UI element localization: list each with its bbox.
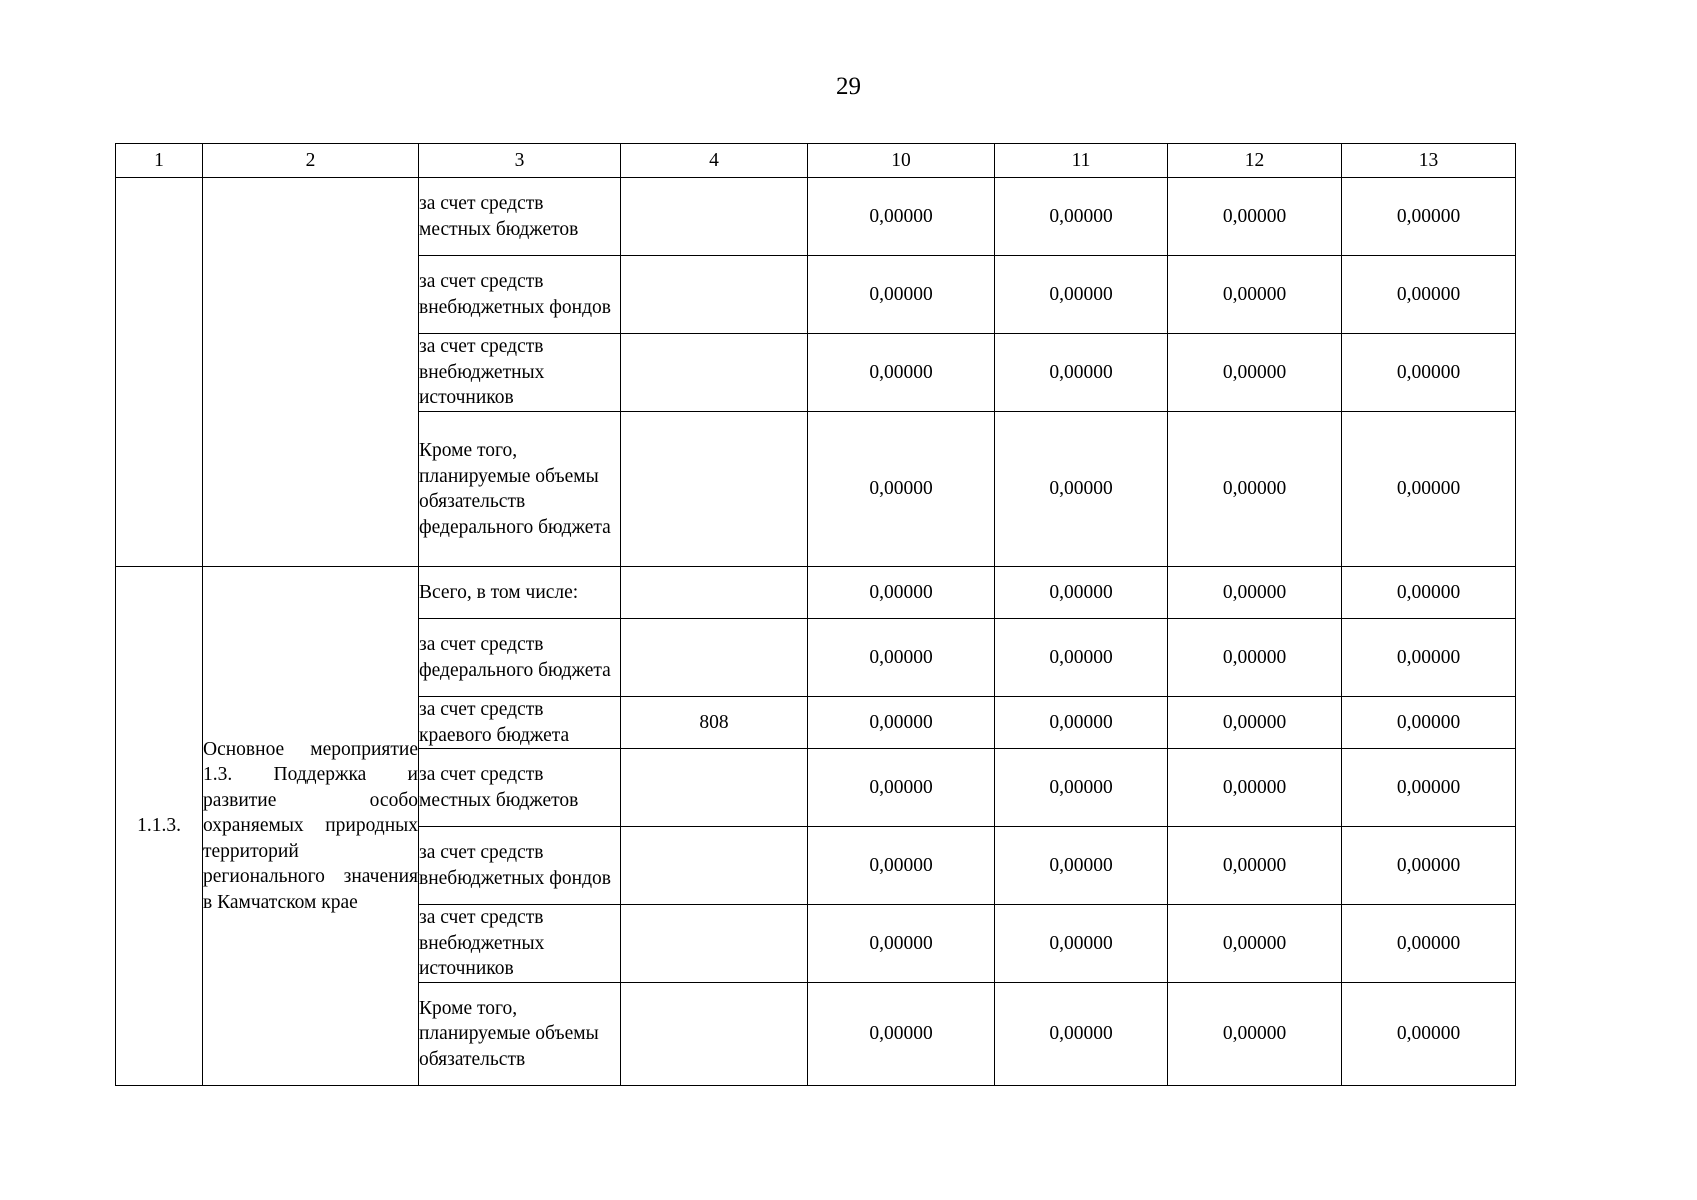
value-cell: 0,00000 bbox=[1342, 905, 1516, 983]
header-cell: 1 bbox=[116, 144, 203, 178]
header-cell: 4 bbox=[621, 144, 808, 178]
value-cell: 0,00000 bbox=[808, 567, 995, 619]
table-row bbox=[116, 178, 1516, 256]
value-cell: 0,00000 bbox=[1168, 905, 1342, 983]
value-cell: 0,00000 bbox=[1342, 334, 1516, 412]
value-cell: 0,00000 bbox=[808, 178, 995, 256]
value-cell: 0,00000 bbox=[1342, 256, 1516, 334]
value-cell: 0,00000 bbox=[808, 697, 995, 749]
value-cell: 0,00000 bbox=[1342, 567, 1516, 619]
budget-code-cell bbox=[621, 905, 808, 983]
funding-source-cell: за счет средств внебюджетных источников bbox=[419, 905, 621, 983]
header-cell: 13 bbox=[1342, 144, 1516, 178]
budget-code-cell bbox=[621, 334, 808, 412]
value-cell: 0,00000 bbox=[1168, 256, 1342, 334]
funding-source-cell: за счет средств краевого бюджета bbox=[419, 697, 621, 749]
header-cell: 2 bbox=[203, 144, 419, 178]
value-cell: 0,00000 bbox=[1168, 567, 1342, 619]
budget-code-cell bbox=[621, 256, 808, 334]
value-cell: 0,00000 bbox=[995, 983, 1168, 1086]
value-cell: 0,00000 bbox=[1168, 983, 1342, 1086]
budget-code-cell: 808 bbox=[621, 697, 808, 749]
value-cell: 0,00000 bbox=[1168, 749, 1342, 827]
page-number: 29 bbox=[836, 73, 861, 100]
value-cell: 0,00000 bbox=[808, 619, 995, 697]
row-number-cell bbox=[116, 178, 203, 567]
value-cell: 0,00000 bbox=[995, 827, 1168, 905]
funding-source-cell: Всего, в том числе: bbox=[419, 567, 621, 619]
budget-code-cell bbox=[621, 749, 808, 827]
budget-code-cell bbox=[621, 178, 808, 256]
value-cell: 0,00000 bbox=[995, 256, 1168, 334]
value-cell: 0,00000 bbox=[808, 983, 995, 1086]
value-cell: 0,00000 bbox=[1342, 619, 1516, 697]
activity-name-cell bbox=[203, 178, 419, 567]
value-cell: 0,00000 bbox=[1342, 749, 1516, 827]
budget-code-cell bbox=[621, 827, 808, 905]
value-cell: 0,00000 bbox=[995, 567, 1168, 619]
value-cell: 0,00000 bbox=[1342, 827, 1516, 905]
value-cell: 0,00000 bbox=[808, 334, 995, 412]
value-cell: 0,00000 bbox=[1168, 178, 1342, 256]
value-cell: 0,00000 bbox=[1168, 412, 1342, 567]
funding-source-cell: Кроме того, планируемые объемы обязательств федерального бюджета bbox=[419, 412, 621, 567]
funding-source-cell: за счет средств местных бюджетов bbox=[419, 749, 621, 827]
header-cell: 3 bbox=[419, 144, 621, 178]
header-row bbox=[116, 144, 1516, 178]
value-cell: 0,00000 bbox=[995, 412, 1168, 567]
activity-name-cell: Основное мероприятие 1.3. Поддержка и развитие особо охраняемых природных территорий регионального значения в Камчатском крае bbox=[203, 567, 419, 1086]
budget-table bbox=[115, 143, 1516, 1086]
table-row bbox=[116, 567, 1516, 619]
value-cell: 0,00000 bbox=[1168, 827, 1342, 905]
value-cell: 0,00000 bbox=[808, 256, 995, 334]
header-cell: 12 bbox=[1168, 144, 1342, 178]
value-cell: 0,00000 bbox=[1168, 619, 1342, 697]
value-cell: 0,00000 bbox=[808, 905, 995, 983]
budget-code-cell bbox=[621, 983, 808, 1086]
row-number-cell: 1.1.3. bbox=[116, 567, 203, 1086]
value-cell: 0,00000 bbox=[1342, 178, 1516, 256]
funding-source-cell: за счет средств внебюджетных фондов bbox=[419, 827, 621, 905]
value-cell: 0,00000 bbox=[1168, 334, 1342, 412]
value-cell: 0,00000 bbox=[995, 334, 1168, 412]
funding-source-cell: за счет средств местных бюджетов bbox=[419, 178, 621, 256]
budget-code-cell bbox=[621, 412, 808, 567]
value-cell: 0,00000 bbox=[1342, 697, 1516, 749]
budget-code-cell bbox=[621, 619, 808, 697]
value-cell: 0,00000 bbox=[1168, 697, 1342, 749]
budget-code-cell bbox=[621, 567, 808, 619]
header-cell: 10 bbox=[808, 144, 995, 178]
value-cell: 0,00000 bbox=[808, 412, 995, 567]
value-cell: 0,00000 bbox=[995, 905, 1168, 983]
value-cell: 0,00000 bbox=[808, 827, 995, 905]
value-cell: 0,00000 bbox=[808, 749, 995, 827]
funding-source-cell: за счет средств внебюджетных источников bbox=[419, 334, 621, 412]
funding-source-cell: за счет средств федерального бюджета bbox=[419, 619, 621, 697]
funding-source-cell: за счет средств внебюджетных фондов bbox=[419, 256, 621, 334]
value-cell: 0,00000 bbox=[995, 697, 1168, 749]
value-cell: 0,00000 bbox=[995, 749, 1168, 827]
value-cell: 0,00000 bbox=[1342, 412, 1516, 567]
value-cell: 0,00000 bbox=[995, 178, 1168, 256]
value-cell: 0,00000 bbox=[1342, 983, 1516, 1086]
value-cell: 0,00000 bbox=[995, 619, 1168, 697]
header-cell: 11 bbox=[995, 144, 1168, 178]
funding-source-cell: Кроме того, планируемые объемы обязательств bbox=[419, 983, 621, 1086]
